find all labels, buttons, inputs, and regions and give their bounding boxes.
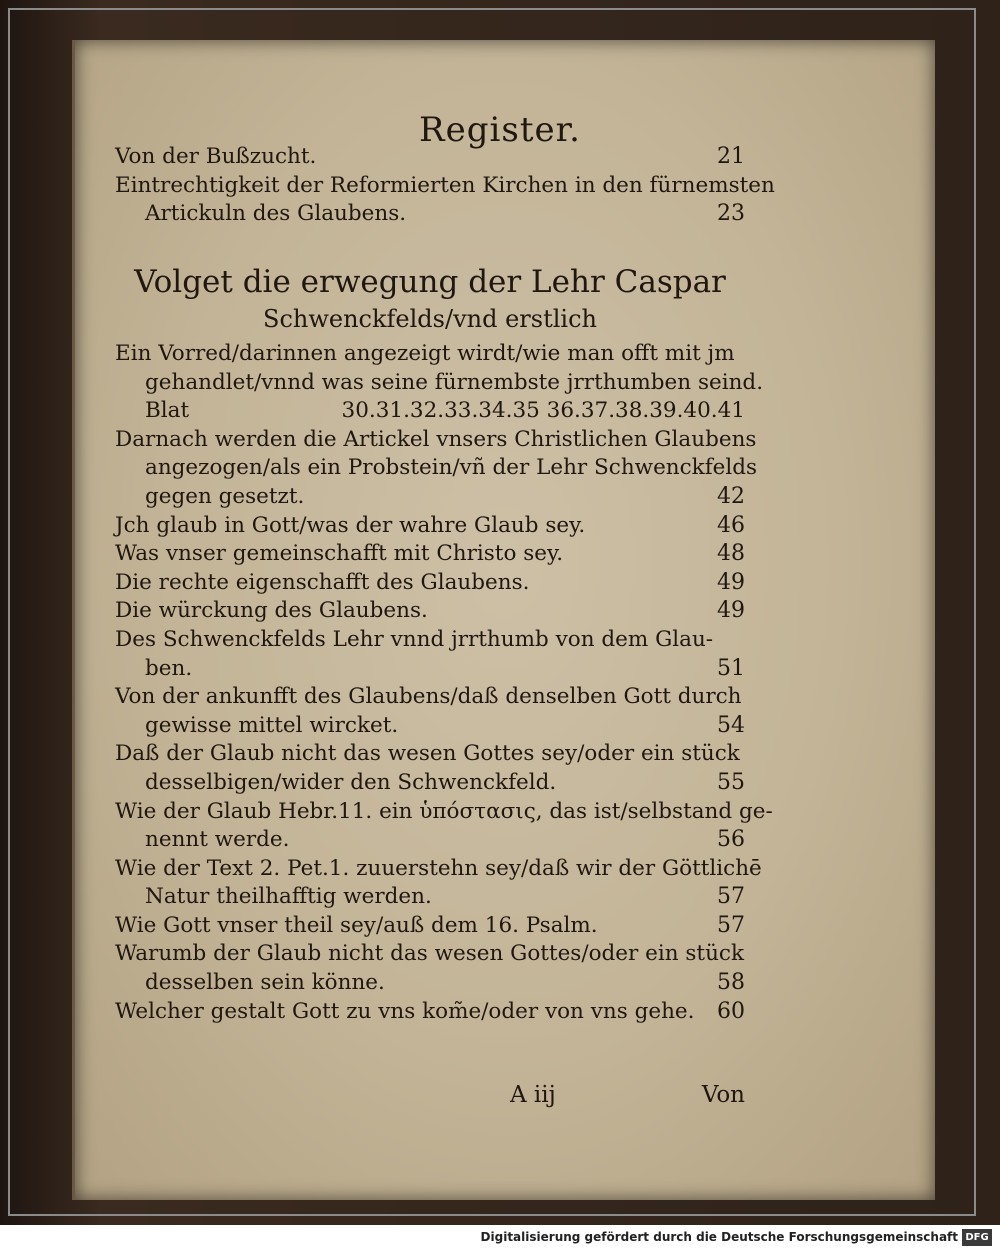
register-entry (115, 597, 745, 626)
register-entry (115, 740, 745, 797)
entry-line: Die würckung des Glaubens. (115, 598, 428, 624)
entry-page-number: 46 (717, 512, 745, 538)
entry-page-number: 60 (717, 998, 745, 1024)
entry-line: Was vnser gemeinschafft mit Christo sey. (115, 541, 564, 567)
dfg-logo: DFG (962, 1229, 992, 1246)
catchword: Von (701, 1082, 745, 1108)
register-entries-main (115, 340, 773, 1026)
entry-line: Des Schwenckfelds Lehr vnnd jrrthumb von dem Glau- (115, 626, 714, 652)
register-entry (115, 940, 745, 997)
register-entries-top (115, 143, 775, 229)
entry-page-number: 42 (717, 483, 745, 509)
entry-page-number: 21 (717, 144, 745, 169)
register-entry (115, 172, 775, 229)
register-entry (115, 998, 745, 1027)
entry-line: Daß der Glaub nicht das wesen Gottes sey/oder ein stück (115, 741, 740, 767)
entry-page-number: 56 (717, 827, 745, 853)
entry-page-number: 58 (717, 970, 745, 996)
entry-line: Warumb der Glaub nicht das wesen Gottes/oder ein stück (115, 941, 744, 967)
blat-pages: 30.31.32.33.34.35 36.37.38.39.40.41 (341, 398, 745, 424)
blat-label: Blat (145, 398, 190, 424)
section-heading-line1: Volget die erwegung der Lehr Caspar (134, 264, 726, 300)
section-heading (115, 262, 745, 336)
entry-line: Jch glaub in Gott/was der wahre Glaub sey. (115, 512, 586, 538)
entry-line: Wie Gott vnser theil sey/auß dem 16. Psalm. (115, 912, 598, 938)
register-entry (115, 426, 758, 512)
entry-page-number: 57 (717, 912, 745, 938)
register-entry (115, 512, 745, 541)
register-entry (115, 683, 745, 740)
section-heading-line2: Schwenckfelds/vnd erstlich (263, 305, 597, 333)
register-entry (115, 798, 773, 855)
entry-line: Wie der Text 2. Pet.1. zuuerstehn sey/daß wir der Göttlichē (115, 855, 762, 881)
entry-line: desselben sein könne. (145, 970, 385, 996)
entry-line: Wie der Glaub Hebr.11. ein ὑπόστασις, das ist/selbstand ge- (115, 798, 773, 824)
entry-line: Von der ankunfft des Glaubens/daß denselben Gott durch (115, 684, 742, 710)
entry-line: Artickuln des Glaubens. (145, 201, 407, 227)
entry-line: Natur theilhafftig werden. (145, 884, 432, 910)
entry-page-number: 49 (717, 569, 745, 595)
register-entry (115, 626, 745, 683)
dfg-footer-bar (0, 1225, 1000, 1250)
page-footer (115, 1082, 745, 1112)
preface-entry (115, 340, 764, 426)
entry-line: Welcher gestalt Gott zu vns kom̃e/oder von vns gehe. (115, 998, 695, 1024)
entries-main-list (115, 426, 773, 1026)
dfg-credit-text: Digitalisierung gefördert durch die Deutsche Forschungsgemeinschaft (480, 1230, 958, 1244)
entry-page-number: 54 (717, 712, 745, 738)
entry-line: Von der Bußzucht. (115, 144, 317, 169)
entry-page-number: 55 (717, 769, 745, 795)
entry-line: Darnach werden die Artickel vnsers Christlichen Glaubens (115, 426, 757, 452)
entry-page-number: 57 (717, 884, 745, 910)
signature-mark: A iij (510, 1082, 556, 1108)
entry-page-number: 49 (717, 598, 745, 624)
register-entry (115, 855, 762, 912)
entry-line: angezogen/als ein Probstein/vñ der Lehr Schwenckfelds (145, 455, 758, 481)
register-entry (115, 540, 745, 569)
entry-line: gewisse mittel wircket. (145, 712, 399, 738)
entry-line: gegen gesetzt. (145, 483, 305, 509)
register-entry (115, 143, 745, 172)
blat-line (115, 397, 745, 426)
entry-line: desselbigen/wider den Schwenckfeld. (145, 769, 557, 795)
entry-page-number: 48 (717, 541, 745, 567)
entry-page-number: 23 (717, 201, 745, 227)
entry-line: ben. (145, 655, 193, 681)
entry-line: Ein Vorred/darinnen angezeigt wirdt/wie man offt mit jm (115, 341, 735, 366)
entry-line: nennt werde. (145, 827, 290, 853)
entry-page-number: 51 (717, 655, 745, 681)
entry-line: Eintrechtigkeit der Reformierten Kirchen in den fürnemsten (115, 172, 775, 198)
running-header: Register. (419, 110, 581, 150)
entry-line: Die rechte eigenschafft des Glaubens. (115, 569, 530, 595)
entry-line: gehandlet/vnnd was seine fürnembste jrrthumben seind. (145, 369, 764, 395)
register-entry (115, 569, 745, 598)
register-entry (115, 912, 745, 941)
